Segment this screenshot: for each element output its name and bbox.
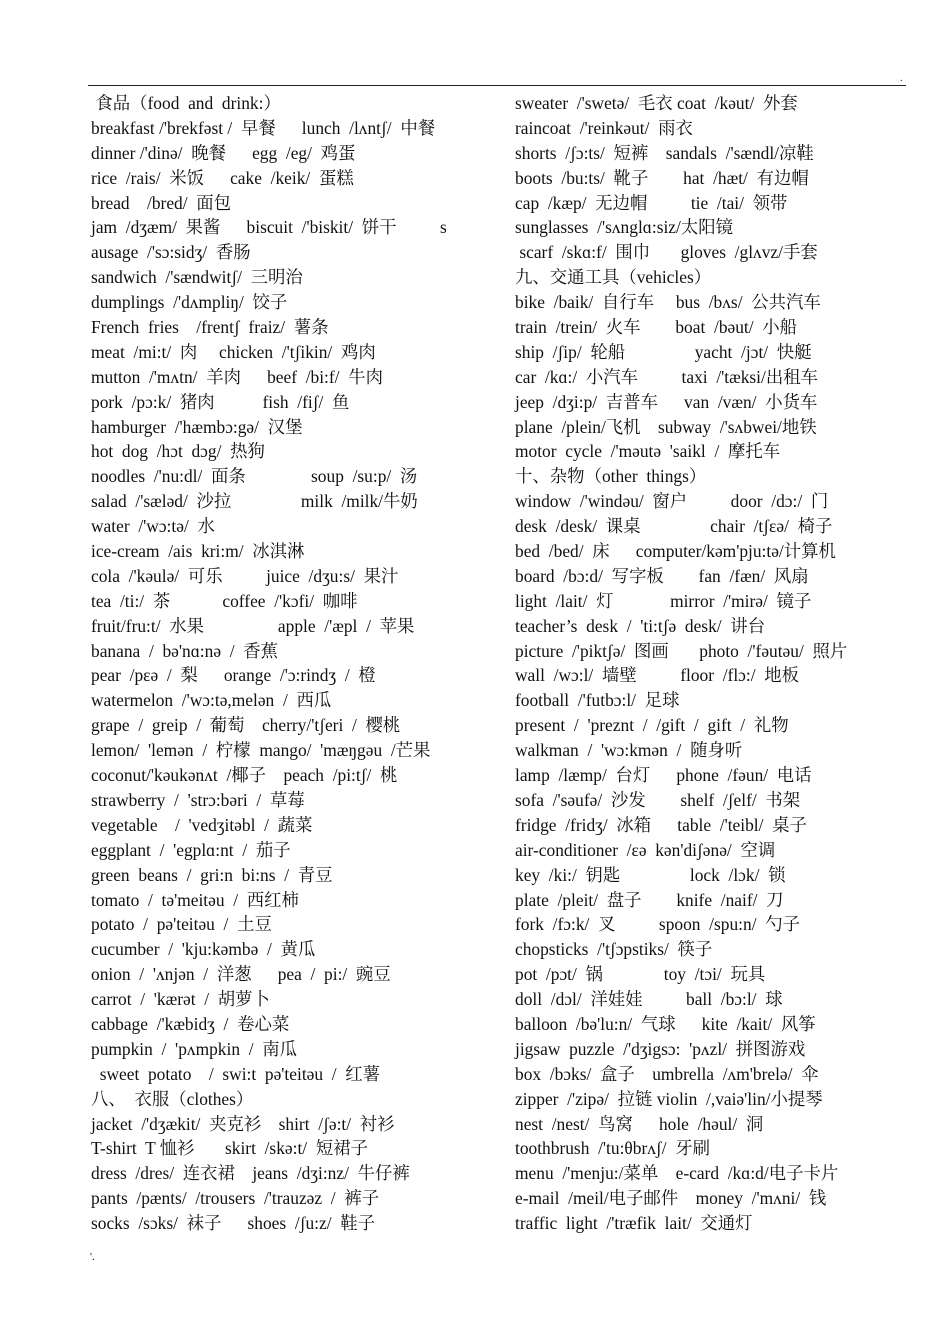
vocab-line: French fries /frentʃ fraiz/ 薯条	[91, 317, 329, 338]
vocab-line: menu /'menju:/菜单 e-card /kɑ:d/电子卡片	[515, 1163, 839, 1184]
vocab-line: box /bɔks/ 盒子 umbrella /ʌm'brelə/ 伞	[515, 1063, 819, 1084]
vocab-line: dinner /'dinə/ 晚餐 egg /eg/ 鸡蛋	[91, 142, 356, 163]
vocab-line: car /kɑ:/ 小汽车 taxi /'tæksi/出租车	[515, 366, 819, 387]
corner-mark: .	[900, 73, 903, 84]
vocab-line: bed /bed/ 床 computer/kəm'pju:tə/计算机	[515, 541, 836, 562]
vocab-line: window /'windəu/ 窗户 door /dɔ:/ 门	[515, 491, 829, 512]
vocab-line: hot dog /hɔt dɔg/ 热狗	[91, 441, 265, 462]
vocab-line: sunglasses /'sʌnglɑ:siz/太阳镜	[515, 217, 734, 238]
vocab-line: key /ki:/ 钥匙 lock /lɔk/ 锁	[515, 864, 786, 885]
header-rule	[88, 85, 906, 86]
vocab-line: walkman / 'wɔ:kmən / 随身听	[515, 740, 743, 761]
vocab-line: onion / 'ʌnjən / 洋葱 pea / pi:/ 豌豆	[91, 964, 391, 985]
vocab-line: boots /bu:ts/ 靴子 hat /hæt/ 有边帽	[515, 167, 809, 188]
vocab-line: jeep /dʒi:p/ 吉普车 van /væn/ 小货车	[515, 391, 818, 412]
vocab-line: balloon /bə'lu:n/ 气球 kite /kait/ 风筝	[515, 1013, 816, 1034]
vocab-line: salad /'sæləd/ 沙拉 milk /milk/牛奶	[91, 491, 418, 512]
vocab-line: light /lait/ 灯 mirror /'mirə/ 镜子	[515, 590, 812, 611]
vocab-line: desk /desk/ 课桌 chair /tʃɛə/ 椅子	[515, 516, 833, 537]
vocab-line: bike /baik/ 自行车 bus /bʌs/ 公共汽车	[515, 292, 821, 313]
vocab-line: cucumber / 'kju:kəmbə / 黄瓜	[91, 939, 316, 960]
vocab-line: eggplant / 'egplɑ:nt / 茄子	[91, 839, 291, 860]
vocab-line: watermelon /'wɔ:tə,melən / 西瓜	[91, 690, 332, 711]
vocab-line: water /'wɔ:tə/ 水	[91, 516, 215, 537]
vocab-line: traffic light /'træfik lait/ 交通灯	[515, 1213, 753, 1234]
vocab-line: rice /rais/ 米饭 cake /keik/ 蛋糕	[91, 167, 354, 188]
vocab-line: potato / pə'teitəu / 土豆	[91, 914, 272, 935]
vocab-line: chopsticks /'tʃɔpstiks/ 筷子	[515, 939, 713, 960]
vocab-line: strawberry / 'strɔ:bəri / 草莓	[91, 789, 305, 810]
bottom-mark: '.	[90, 1251, 95, 1263]
vocab-line: banana / bə'nɑ:nə / 香蕉	[91, 640, 279, 661]
vocab-line: toothbrush /'tu:θbrʌʃ/ 牙刷	[515, 1138, 711, 1159]
vocab-line: coconut/'kəukənʌt /椰子 peach /pi:tʃ/ 桃	[91, 765, 398, 786]
vocab-line: zipper /'zipə/ 拉链 violin /,vaiə'lin/小提琴	[515, 1088, 823, 1109]
vocab-line: cabbage /'kæbidʒ / 卷心菜	[91, 1013, 290, 1034]
vocab-line: pot /pɔt/ 锅 toy /tɔi/ 玩具	[515, 964, 766, 985]
vocab-line: dumplings /'dʌmpliŋ/ 饺子	[91, 292, 288, 313]
vocab-line: 八、 衣服（clothes）	[91, 1088, 254, 1109]
vocab-line: plate /pleit/ 盘子 knife /naif/ 刀	[515, 889, 784, 910]
left-column	[91, 91, 491, 1236]
vocab-line: meat /mi:t/ 肉 chicken /'tʃikin/ 鸡肉	[91, 341, 376, 362]
vocab-line: raincoat /'reinkəut/ 雨衣	[515, 117, 693, 138]
vocab-line: cap /kæp/ 无边帽 tie /tai/ 领带	[515, 192, 788, 213]
vocab-line: 十、杂物（other things）	[515, 466, 707, 487]
right-column	[515, 91, 905, 1236]
vocab-line: socks /sɔks/ 袜子 shoes /ʃu:z/ 鞋子	[91, 1213, 376, 1234]
vocab-line: sweater /'swetə/ 毛衣 coat /kəut/ 外套	[515, 93, 798, 113]
vocab-line: lemon/ 'lemən / 柠檬 mango/ 'mæŋgəu /芒果	[91, 740, 431, 761]
vocab-line: jam /dʒæm/ 果酱 biscuit /'biskit/ 饼干 s	[91, 217, 447, 238]
vocab-line: 九、交通工具（vehicles）	[515, 267, 712, 288]
vocab-line: fruit/fru:t/ 水果 apple /'æpl / 苹果	[91, 615, 415, 636]
vocab-line: pumpkin / 'pʌmpkin / 南瓜	[91, 1038, 298, 1059]
vocab-line: sofa /'səufə/ 沙发 shelf /ʃelf/ 书架	[515, 789, 801, 810]
vocab-line: cola /'kəulə/ 可乐 juice /dʒu:s/ 果汁	[91, 565, 399, 586]
vocab-line: board /bɔ:d/ 写字板 fan /fæn/ 风扇	[515, 565, 809, 586]
vocab-line: ship /ʃip/ 轮船 yacht /jɔt/ 快艇	[515, 341, 812, 362]
vocab-line: football /'futbɔ:l/ 足球	[515, 690, 680, 711]
vocab-line: tea /ti:/ 茶 coffee /'kɔfi/ 咖啡	[91, 590, 358, 611]
vocab-line: picture /'piktʃə/ 图画 photo /'fəutəu/ 照片	[515, 640, 848, 661]
vocab-line: tomato / tə'meitəu / 西红柿	[91, 889, 299, 910]
vocab-line: grape / greip / 葡萄 cherry/'tʃeri / 樱桃	[91, 715, 401, 736]
vocab-line: noodles /'nu:dl/ 面条 soup /su:p/ 汤	[91, 466, 418, 487]
vocab-line: pork /pɔ:k/ 猪肉 fish /fiʃ/ 鱼	[91, 391, 350, 412]
vocab-line: dress /dres/ 连衣裙 jeans /dʒi:nz/ 牛仔裤	[91, 1163, 410, 1184]
vocab-line: breakfast /'brekfəst / 早餐 lunch /lʌntʃ/ 中餐	[91, 117, 436, 138]
vocab-line: plane /plein/飞机 subway /'sʌbwei/地铁	[515, 416, 817, 437]
vocab-line: present / 'preznt / /gift / gift / 礼物	[515, 715, 789, 736]
vocab-line: bread /bred/ 面包	[91, 192, 232, 213]
vocab-line: jacket /'dʒækit/ 夹克衫 shirt /ʃə:t/ 衬衫	[91, 1113, 395, 1134]
vocab-line: doll /dɔl/ 洋娃娃 ball /bɔ:l/ 球	[515, 989, 783, 1010]
vocab-line: fridge /fridʒ/ 冰箱 table /'teibl/ 桌子	[515, 814, 807, 835]
vocab-line: train /trein/ 火车 boat /bəut/ 小船	[515, 317, 798, 338]
vocab-line: hamburger /'hæmbɔ:gə/ 汉堡	[91, 416, 303, 437]
vocab-line: T-shirt T 恤衫 skirt /skə:t/ 短裙子	[91, 1138, 368, 1159]
vocab-line: air-conditioner /ɛə kən'diʃənə/ 空调	[515, 839, 776, 860]
vocab-line: green beans / gri:n bi:ns / 青豆	[91, 864, 333, 885]
vocab-line: lamp /læmp/ 台灯 phone /fəun/ 电话	[515, 765, 812, 786]
vocab-line: carrot / 'kærət / 胡萝卜	[91, 989, 270, 1010]
vocab-line: 食品（food and drink:）	[91, 93, 281, 113]
vocab-line: vegetable / 'vedʒitəbl / 蔬菜	[91, 814, 313, 835]
vocab-line: motor cycle /'məutə 'saikl / 摩托车	[515, 441, 781, 462]
vocab-line: fork /fɔ:k/ 叉 spoon /spu:n/ 勺子	[515, 914, 801, 935]
vocab-line: ice-cream /ais kri:m/ 冰淇淋	[91, 541, 305, 562]
vocab-line: e-mail /meil/电子邮件 money /'mʌni/ 钱	[515, 1188, 827, 1209]
vocab-line: shorts /ʃɔ:ts/ 短裤 sandals /'sændl/凉鞋	[515, 142, 814, 163]
vocab-line: ausage /'sɔ:sidʒ/ 香肠	[91, 242, 251, 263]
vocab-line: pear /pɛə / 梨 orange /'ɔ:rindʒ / 橙	[91, 665, 376, 686]
vocab-line: wall /wɔ:l/ 墙壁 floor /flɔ:/ 地板	[515, 665, 800, 686]
vocab-line: sweet potato / swi:t pə'teitəu / 红薯	[91, 1063, 381, 1084]
vocab-line: pants /pænts/ /trousers /'trauzəz / 裤子	[91, 1188, 380, 1209]
vocab-line: nest /nest/ 鸟窝 hole /həul/ 洞	[515, 1113, 764, 1134]
vocab-line: mutton /'mʌtn/ 羊肉 beef /bi:f/ 牛肉	[91, 366, 383, 387]
vocab-line: jigsaw puzzle /'dʒigsɔ: 'pʌzl/ 拼图游戏	[515, 1038, 806, 1059]
vocab-line: teacher’s desk / 'ti:tʃə desk/ 讲台	[515, 615, 766, 636]
vocab-line: scarf /skɑ:f/ 围巾 gloves /glʌvz/手套	[515, 242, 818, 263]
vocab-line: sandwich /'sændwitʃ/ 三明治	[91, 267, 303, 288]
